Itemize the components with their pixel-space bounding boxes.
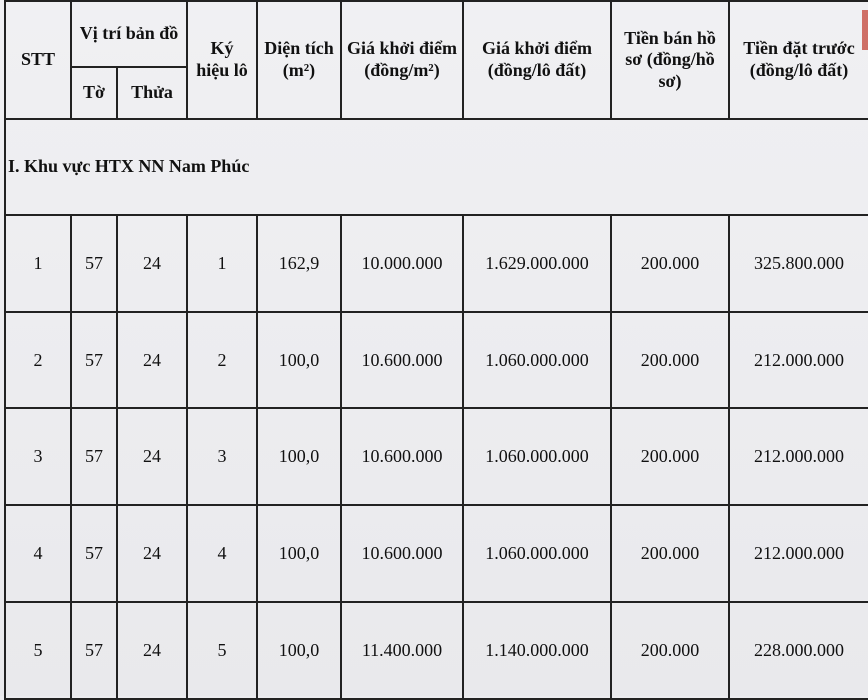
header-sheet: Tờ: [71, 67, 117, 119]
header-parcel: Thửa: [117, 67, 187, 119]
cell-deposit: 228.000.000: [729, 602, 868, 699]
cell-sheet: 57: [71, 215, 117, 312]
cell-stt: 1: [5, 215, 71, 312]
header-map-location: Vị trí bản đồ: [71, 1, 187, 67]
cell-dossier-fee: 200.000: [611, 505, 729, 602]
cell-price-m2: 10.600.000: [341, 505, 463, 602]
cell-deposit: 325.800.000: [729, 215, 868, 312]
cell-lot: 3: [187, 408, 257, 505]
land-auction-table: [4, 0, 868, 700]
cell-stt: 5: [5, 602, 71, 699]
table-row: [5, 602, 868, 699]
cell-sheet: 57: [71, 312, 117, 409]
cell-price-lot: 1.060.000.000: [463, 312, 611, 409]
cell-sheet: 57: [71, 602, 117, 699]
cell-area: 100,0: [257, 505, 341, 602]
table-row: [5, 505, 868, 602]
cell-parcel: 24: [117, 215, 187, 312]
cell-area: 100,0: [257, 602, 341, 699]
cell-price-lot: 1.060.000.000: [463, 408, 611, 505]
cell-stt: 2: [5, 312, 71, 409]
header-area: Diện tích (m²): [257, 1, 341, 119]
header-price-per-lot: Giá khởi điểm (đồng/lô đất): [463, 1, 611, 119]
cell-parcel: 24: [117, 505, 187, 602]
cell-deposit: 212.000.000: [729, 312, 868, 409]
cell-dossier-fee: 200.000: [611, 602, 729, 699]
cell-parcel: 24: [117, 408, 187, 505]
header-stt: STT: [5, 1, 71, 119]
cell-price-m2: 10.600.000: [341, 312, 463, 409]
cell-stt: 3: [5, 408, 71, 505]
cell-area: 100,0: [257, 408, 341, 505]
cell-dossier-fee: 200.000: [611, 312, 729, 409]
cell-deposit: 212.000.000: [729, 408, 868, 505]
cell-sheet: 57: [71, 505, 117, 602]
cell-lot: 2: [187, 312, 257, 409]
cell-price-lot: 1.629.000.000: [463, 215, 611, 312]
header-lot-code: Ký hiệu lô: [187, 1, 257, 119]
cell-dossier-fee: 200.000: [611, 408, 729, 505]
header-price-per-m2: Giá khởi điểm (đồng/m²): [341, 1, 463, 119]
cell-area: 162,9: [257, 215, 341, 312]
header-deposit: Tiền đặt trước (đồng/lô đất): [729, 1, 868, 119]
cell-price-m2: 11.400.000: [341, 602, 463, 699]
section-row: [5, 119, 868, 215]
table-row: [5, 215, 868, 312]
cell-lot: 4: [187, 505, 257, 602]
table-row: [5, 408, 868, 505]
cell-lot: 5: [187, 602, 257, 699]
table-row: [5, 312, 868, 409]
header-dossier-fee: Tiền bán hồ sơ (đồng/hồ sơ): [611, 1, 729, 119]
cell-price-m2: 10.600.000: [341, 408, 463, 505]
cell-parcel: 24: [117, 312, 187, 409]
cell-sheet: 57: [71, 408, 117, 505]
cell-stt: 4: [5, 505, 71, 602]
cell-dossier-fee: 200.000: [611, 215, 729, 312]
cell-price-m2: 10.000.000: [341, 215, 463, 312]
red-stamp-mark: [862, 10, 868, 50]
cell-price-lot: 1.140.000.000: [463, 602, 611, 699]
cell-area: 100,0: [257, 312, 341, 409]
cell-parcel: 24: [117, 602, 187, 699]
section-title: I. Khu vực HTX NN Nam Phúc: [5, 119, 868, 215]
cell-price-lot: 1.060.000.000: [463, 505, 611, 602]
cell-deposit: 212.000.000: [729, 505, 868, 602]
cell-lot: 1: [187, 215, 257, 312]
